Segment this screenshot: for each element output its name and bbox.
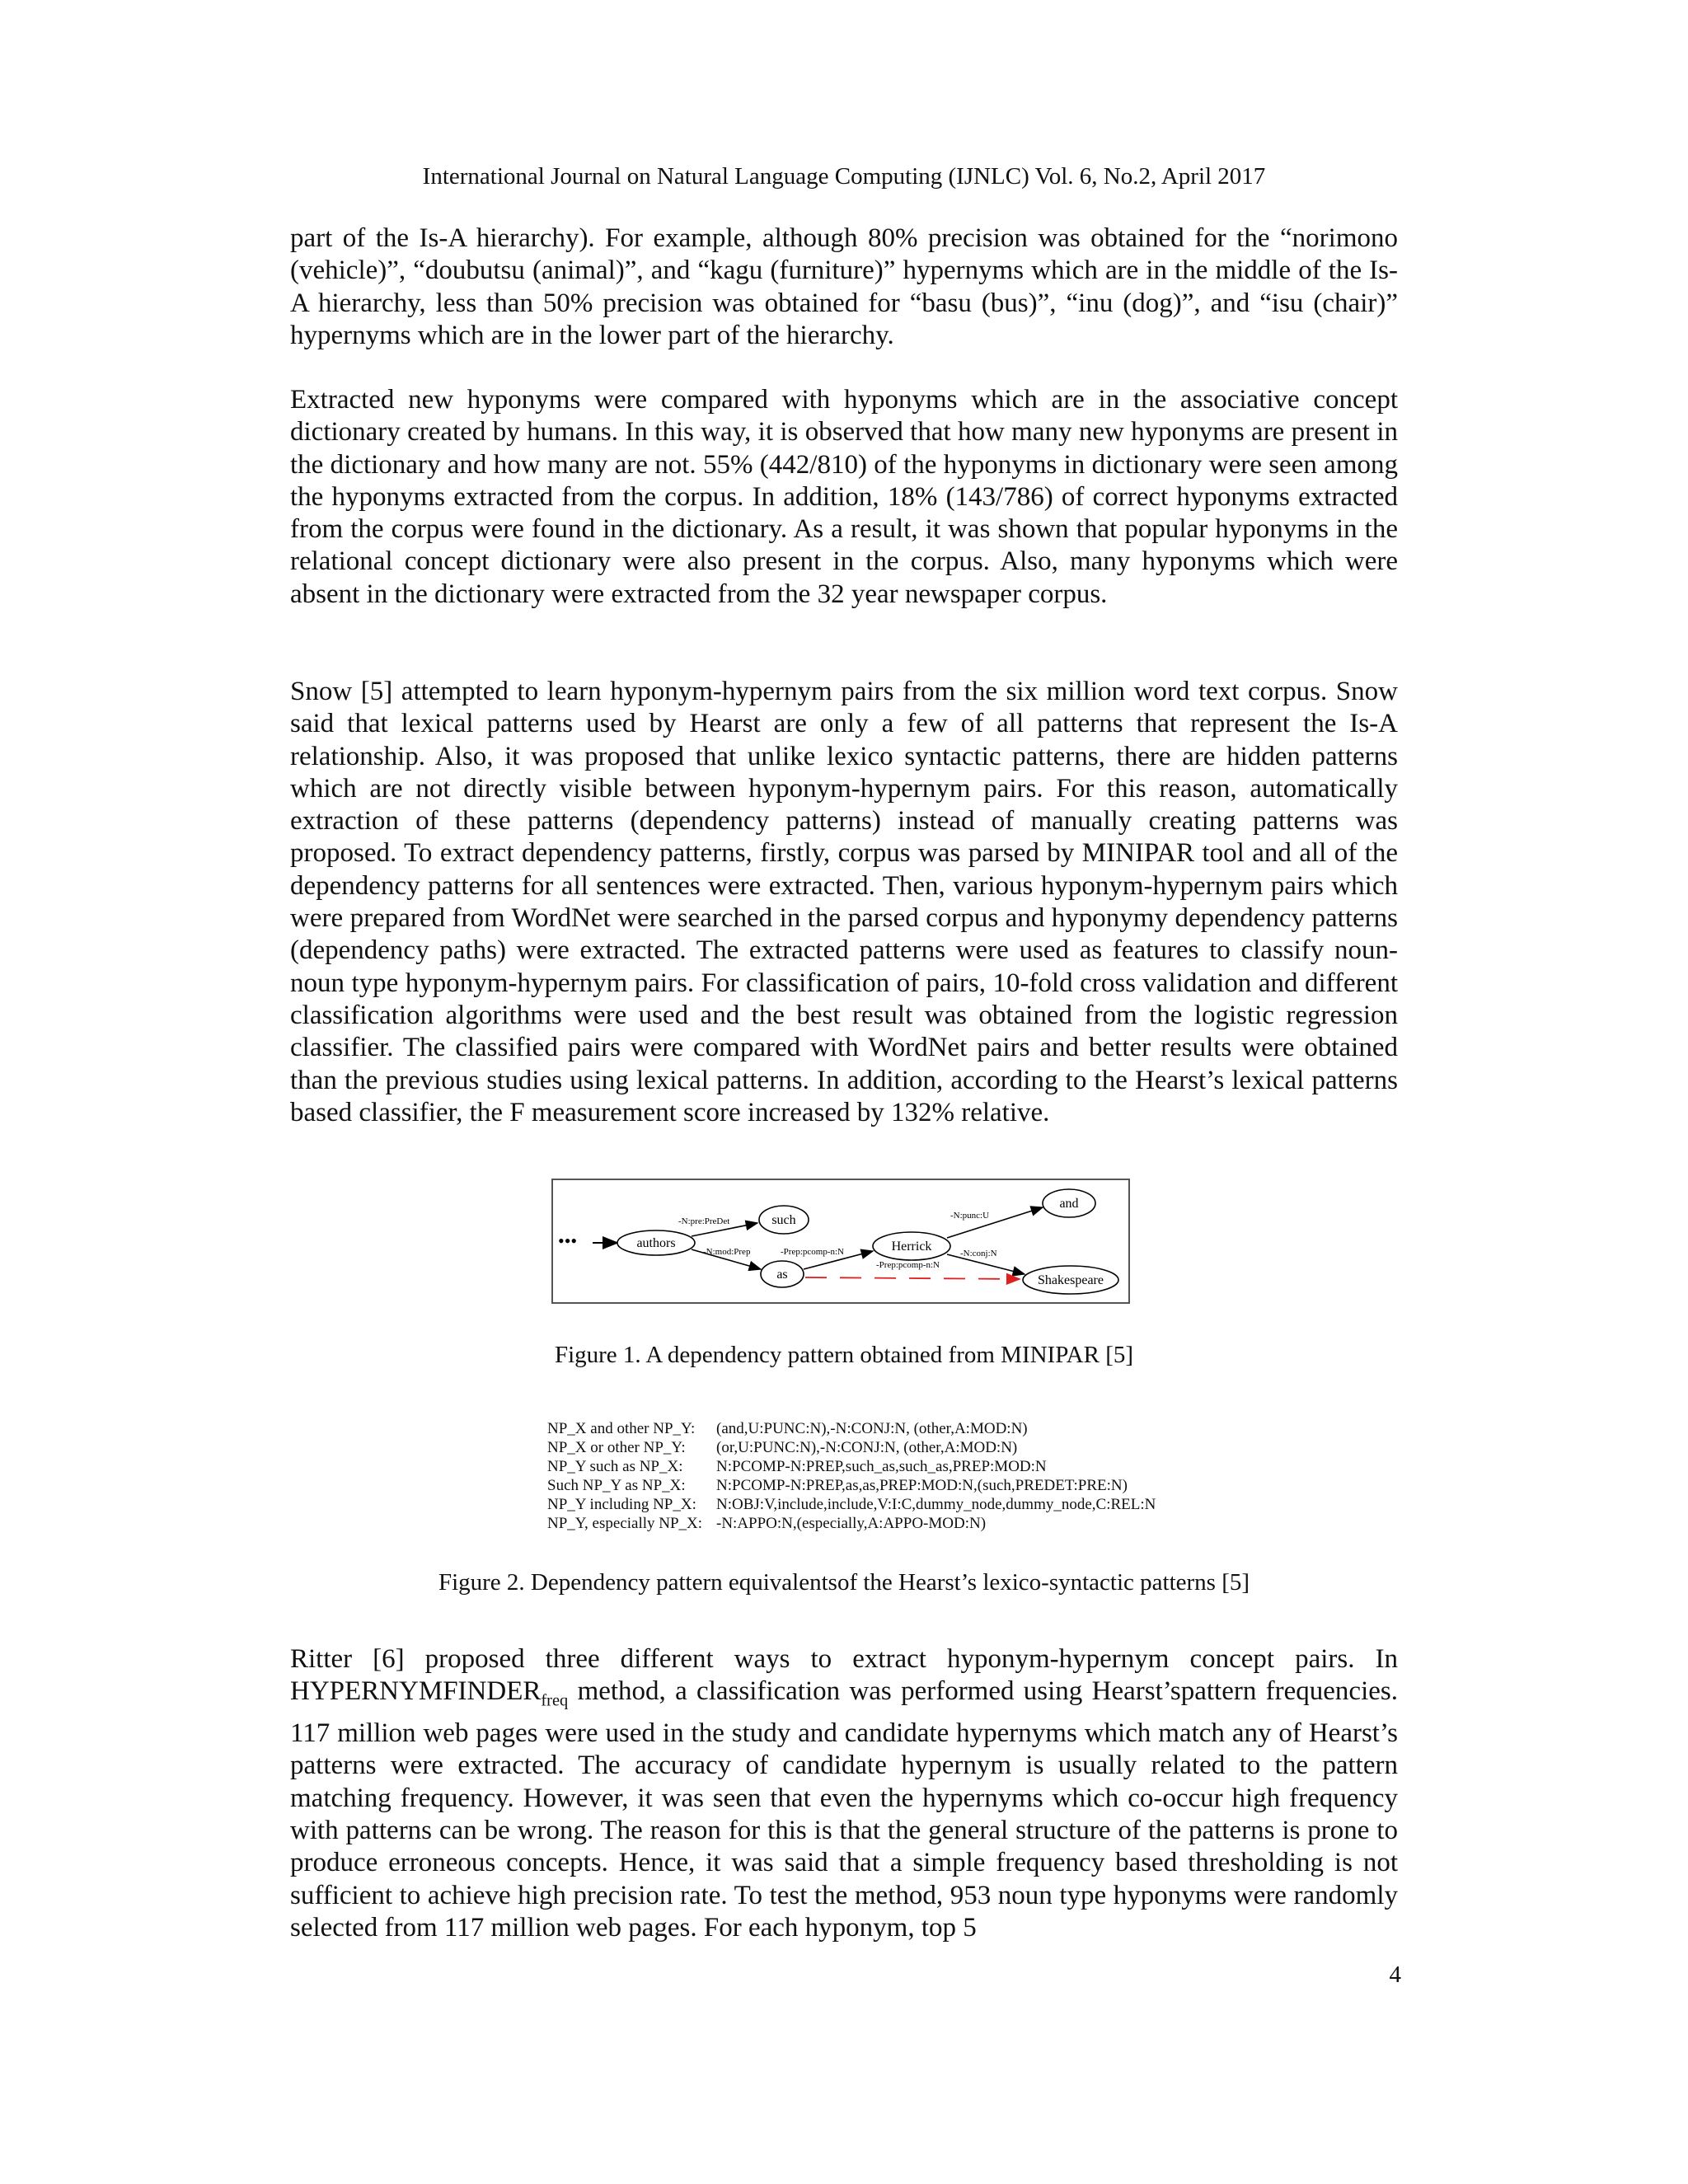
dependency-cell: (or,U:PUNC:N),-N:CONJ:N, (other,A:MOD:N) bbox=[716, 1439, 1018, 1456]
dependency-cell: N:OBJ:V,include,include,V:I:C,dummy_node,dummy_node,C:REL:N bbox=[716, 1496, 1156, 1513]
dependency-cell: (and,U:PUNC:N),-N:CONJ:N, (other,A:MOD:N) bbox=[716, 1420, 1028, 1437]
ritter-rest-text: method, a classification was performed using Hearst’spattern frequencies. 117 million web pages were used in the study and candidate hypernyms which match any of Hearst’s patterns were extracted. The accuracy of candidate hypernym is usually related to the pattern matching frequency. However, it was seen that even the hypernyms which co-occur high frequency with patterns can be wrong. The reason for this is that the general structure of the patterns is prone to produce erroneous concepts. Hence, it was said that a simple frequency based thresholding is not sufficient to achieve high precision rate. To test the method, 953 noun type hyponyms were randomly selected from 117 million web pages. For each hyponym, top 5 bbox=[290, 1676, 1398, 1943]
node-herrick-label: Herrick bbox=[891, 1240, 932, 1254]
label-punc: -N:punc:U bbox=[950, 1211, 990, 1221]
node-herrick bbox=[873, 1232, 950, 1260]
table-row bbox=[547, 1514, 1174, 1533]
paragraph-ritter bbox=[290, 1643, 1398, 1944]
figure-dependency-graph bbox=[551, 1179, 1130, 1304]
dependency-cell: N:PCOMP-N:PREP,as,as,PREP:MOD:N,(such,PREDET:PRE:N) bbox=[716, 1477, 1128, 1494]
node-authors bbox=[617, 1230, 695, 1255]
figure2-caption: Figure 2. Dependency pattern equivalentsof the Hearst’s lexico-syntactic patterns [5] bbox=[438, 1569, 1250, 1596]
node-such-label: such bbox=[771, 1213, 796, 1227]
method-name: HYPERNYMFINDER bbox=[290, 1676, 542, 1707]
node-shakespeare bbox=[1023, 1266, 1118, 1294]
label-prep-pcomp: -Prep:pcomp-n:N bbox=[781, 1247, 844, 1257]
table-row bbox=[547, 1495, 1174, 1514]
pattern-cell: NP_Y including NP_X: bbox=[547, 1496, 696, 1513]
node-as bbox=[761, 1261, 804, 1287]
method-subscript: freq bbox=[541, 1691, 569, 1710]
pattern-cell: Such NP_Y as NP_X: bbox=[547, 1477, 686, 1494]
pattern-cell: NP_Y, especially NP_X: bbox=[547, 1515, 703, 1532]
edge-as-shakespeare-dashed bbox=[805, 1277, 1020, 1279]
node-and-label: and bbox=[1059, 1197, 1079, 1211]
pattern-cell: NP_X or other NP_Y: bbox=[547, 1439, 686, 1456]
table-row bbox=[547, 1419, 1174, 1438]
ritter-lead-text: Ritter [6] proposed three different ways to extract hyponym-hypernym concept pairs. In bbox=[290, 1644, 1398, 1674]
figure-pattern-table bbox=[547, 1419, 1174, 1533]
page-number: 4 bbox=[1389, 1961, 1401, 1988]
pattern-cell: NP_Y such as NP_X: bbox=[547, 1458, 683, 1475]
node-and bbox=[1043, 1189, 1095, 1217]
ellipsis: ••• bbox=[558, 1230, 578, 1251]
table-row bbox=[547, 1457, 1174, 1476]
dependency-cell: -N:APPO:N,(especially,A:APPO-MOD:N) bbox=[716, 1515, 987, 1532]
table-row bbox=[547, 1476, 1174, 1495]
paragraph-dictionary-comparison: Extracted new hyponyms were compared with hyponyms which are in the associative concept dictionary created by humans. In this way, it is observed that how many new hyponyms are present in the dictionary and how many are not. 55% (442/810) of the hyponyms in dictionary were seen among the hyponyms extracted from the corpus. In addition, 18% (143/786) of correct hyponyms extracted from the corpus were found in the dictionary. As a result, it was shown that popular hyponyms in the relational concept dictionary were also present in the corpus. Also, many hyponyms which were absent in the dictionary were extracted from the 32 year newspaper corpus. bbox=[290, 385, 1398, 609]
node-such bbox=[759, 1206, 809, 1234]
paragraph-hierarchy-precision: part of the Is-A hierarchy). For example, although 80% precision was obtained for the “norimono (vehicle)”, “doubutsu (animal)”, and “kagu (furniture)” hypernyms which are in the middle of the Is-A hierarchy, less than 50% precision was obtained for “basu (bus)”, “inu (dog)”, and “isu (chair)” hypernyms which are in the lower part of the hierarchy. bbox=[290, 223, 1398, 350]
dependency-cell: N:PCOMP-N:PREP,such_as,such_as,PREP:MOD:N bbox=[716, 1458, 1047, 1475]
label-pre-predet: -N:pre:PreDet bbox=[678, 1216, 730, 1226]
node-as-label: as bbox=[776, 1268, 788, 1282]
label-prep-pcomp-2: -Prep:pcomp-n:N bbox=[876, 1260, 940, 1270]
figure1-caption: Figure 1. A dependency pattern obtained from MINIPAR [5] bbox=[554, 1342, 1134, 1368]
pattern-cell: NP_X and other NP_Y: bbox=[547, 1420, 696, 1437]
node-authors-label: authors bbox=[636, 1236, 676, 1250]
paragraph-snow: Snow [5] attempted to learn hyponym-hypernym pairs from the six million word text corpus. Snow said that lexical patterns used by Hearst are only a few of all patterns that represent the Is-A relationship. Also, it was proposed that unlike lexico syntactic patterns, there are hidden patterns which are not directly visible between hyponym-hypernym pairs. For this reason, automatically extraction of these patterns (dependency patterns) instead of manually creating patterns was proposed. To extract dependency patterns, firstly, corpus was parsed by MINIPAR tool and all of the dependency patterns for all sentences were extracted. Then, various hyponym-hypernym pairs which were prepared from WordNet were searched in the parsed corpus and hyponymy dependency patterns (dependency paths) were extracted. The extracted patterns were used as features to classify noun-noun type hyponym-hypernym pairs. For classification of pairs, 10-fold cross validation and different classification algorithms were used and the best result was obtained from the logistic regression classifier. The classified pairs were compared with WordNet pairs and better results were obtained than the previous studies using lexical patterns. In addition, according to the Hearst’s lexical patterns based classifier, the F measurement score increased by 132% relative. bbox=[290, 677, 1398, 1127]
label-conj: -N:conj:N bbox=[960, 1249, 997, 1258]
node-shakespeare-label: Shakespeare bbox=[1038, 1273, 1104, 1287]
running-header: International Journal on Natural Language Computing (IJNLC) Vol. 6, No.2, April 2017 bbox=[422, 163, 1266, 190]
table-row bbox=[547, 1438, 1174, 1457]
label-mod-prep: -N:mod:Prep bbox=[703, 1247, 751, 1257]
